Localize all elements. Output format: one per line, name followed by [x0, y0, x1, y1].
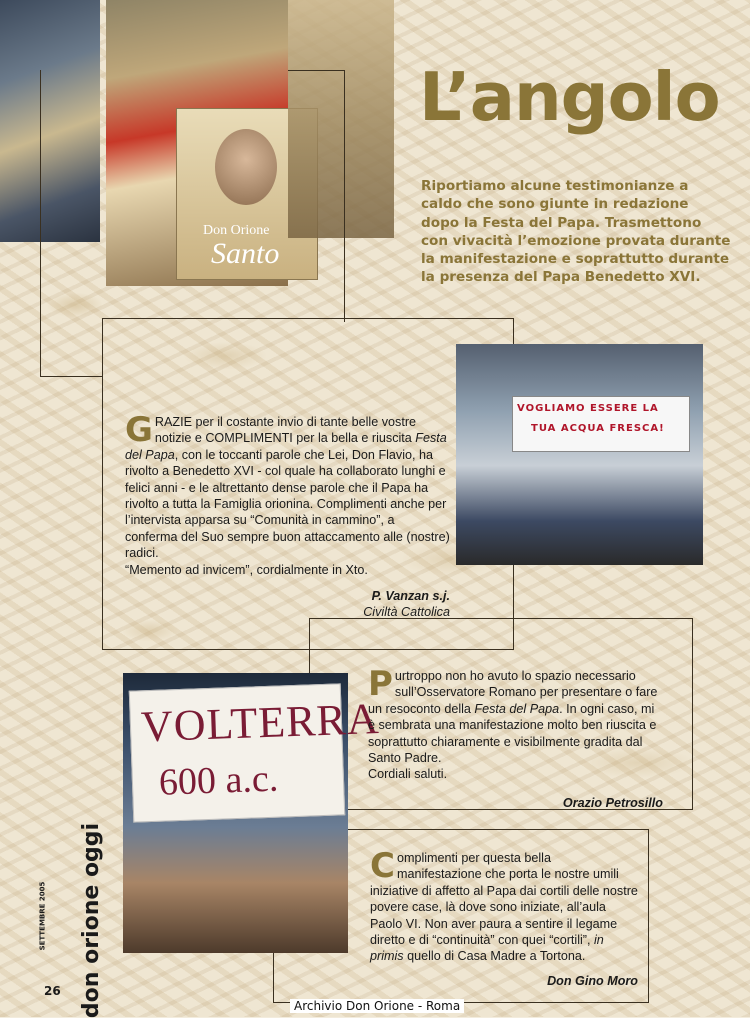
letter-signature: Don Gino Moro [547, 973, 638, 988]
letter-body [370, 846, 638, 965]
letter-petrosillo [368, 664, 663, 811]
letter-moro [370, 846, 638, 989]
pilgrims-photo [106, 0, 288, 286]
drop-cap: G [125, 410, 153, 450]
letter-italic: Festa del Papa [474, 701, 560, 716]
sign-line-1: VOGLIAMO ESSERE LA [517, 403, 659, 414]
letter-vanzan [125, 410, 450, 621]
letter-closing: Cordiali saluti. [368, 767, 448, 782]
drop-cap: C [370, 846, 395, 886]
magazine-issue: SETTEMBRE 2005 [38, 881, 47, 951]
letter-affiliation: Civiltà Cattolica [363, 605, 450, 620]
letter-body [368, 664, 663, 766]
letter-text: RAZIE per il costante invio di tante belle vostre notizie e COMPLIMENTI per la bella e riuscita [154, 415, 417, 446]
letter-signature: Orazio Petrosillo [562, 795, 663, 810]
archive-footer: Archivio Don Orione - Roma [290, 999, 464, 1013]
portrait-face [215, 129, 277, 205]
banner-line-1: VOLTERRA [140, 694, 381, 752]
sepia-photo [288, 0, 394, 238]
magazine-name: don orione oggi [79, 822, 105, 1018]
banner-line-2: 600 a.c. [158, 757, 279, 804]
letter-text: omplimenti per questa bella manifestazione che porta le nostre umili iniziative di affetto al Papa dai cortili delle nostre povere case, là dove sono iniziate, all’aula Paolo VI. Non aver paura a sentire il legame diretto e di “continuità” con quei “cortili”, [370, 851, 638, 948]
letter-italic: in primis [370, 933, 604, 964]
letter-text: urtroppo non ho avuto lo spazio necessario sull’Osservatore Romano per presentare o fare un resoconto della [368, 669, 658, 716]
letter-signature: P. Vanzan s.j. [371, 589, 450, 604]
letter-body [125, 410, 450, 562]
crowd-photo [0, 0, 100, 242]
volterra-banner-photo [123, 673, 381, 953]
intro-text: Riportiamo alcune testimonianze a caldo che sono giunte in redazione dopo la Festa del Papa. Trasmettono con vivacità l’emozione provata durante la manifestazione e soprattutto durante la presenza del Papa Benedetto XVI. [421, 178, 731, 286]
sign-line-2: TUA ACQUA FRESCA! [531, 423, 665, 434]
children-photo [456, 344, 703, 565]
page-number: 26 [44, 984, 61, 998]
children-sign [512, 396, 690, 452]
page-title: L’angolo [419, 58, 720, 136]
frame-line [288, 70, 344, 71]
letter-closing: “Memento ad invicem”, cordialmente in Xto. [125, 562, 368, 577]
poster-name: Don Orione [203, 223, 270, 238]
letter-italic: Festa del Papa [125, 431, 447, 462]
frame-line [40, 376, 102, 377]
drop-cap: P [368, 664, 393, 704]
letter-text: quello di Casa Madre a Tortona. [403, 949, 586, 964]
volterra-banner [129, 683, 381, 822]
frame-line [40, 70, 41, 376]
letter-text: . In ogni caso, mi è sembrata una manifestazione molto ben riuscita e soprattutto chiaramente e visibilmente gradita dal Santo Padre. [368, 701, 657, 766]
letter-text: , con le toccanti parole che Lei, Don Flavio, ha rivolto a Benedetto XVI - col quale ha collaborato lunghi e felici anni - e le altrettanto dense parole che il Papa ha rivolto a tutta la Famiglia orionina. Complimenti anche per l’intervista apparsa su “Comunità in cammino”, a conferma del Suo sempre buon attaccamento alle (nostre) radici. [125, 447, 450, 561]
poster-word: Santo [211, 237, 280, 270]
frame-line [344, 70, 345, 322]
